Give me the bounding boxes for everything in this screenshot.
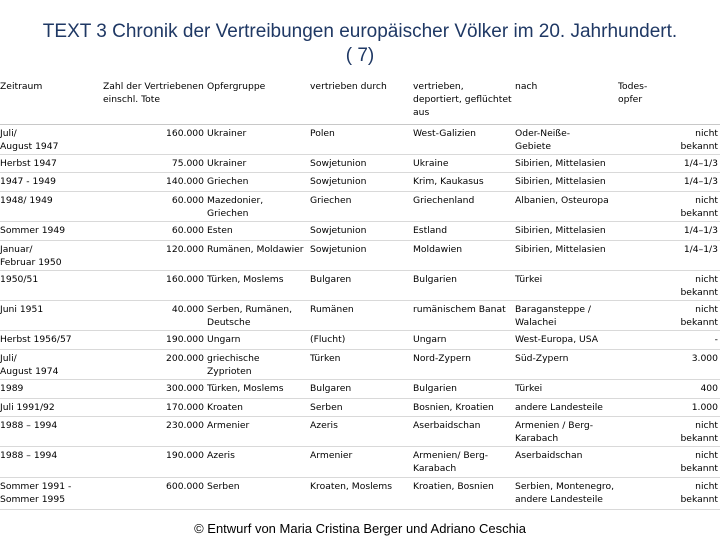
cell-zeitraum: 1988 – 1994	[0, 450, 58, 461]
table-row	[0, 155, 720, 173]
cell-vertrieben-aus: Moldawien	[413, 244, 463, 255]
cell-vertrieben-aus: Armenien/ Berg- Karabach	[413, 450, 489, 474]
cell-opfergruppe: Ukrainer	[207, 158, 247, 169]
cell-zeitraum: 1989	[0, 383, 24, 394]
table-row	[0, 125, 720, 155]
table-row	[0, 241, 720, 271]
cell-todesopfer: 1/4–1/3	[683, 244, 718, 255]
cell-vertrieben-aus: Aserbaidschan	[413, 420, 481, 431]
cell-zahl: 600.000	[166, 481, 204, 492]
cell-vertrieben-durch: Polen	[310, 128, 335, 139]
cell-opfergruppe: Azeris	[207, 450, 235, 461]
cell-vertrieben-durch: Azeris	[310, 420, 338, 431]
cell-todesopfer: nicht bekannt	[680, 481, 718, 505]
cell-opfergruppe: Ungarn	[207, 334, 241, 345]
cell-vertrieben-aus: Kroatien, Bosnien	[413, 481, 494, 492]
cell-vertrieben-aus: Griechenland	[413, 195, 475, 206]
cell-nach: Türkei	[515, 274, 543, 285]
cell-zahl: 300.000	[166, 383, 204, 394]
cell-todesopfer: nicht bekannt	[680, 304, 718, 328]
cell-opfergruppe: Kroaten	[207, 402, 243, 413]
cell-opfergruppe: Rumänen, Moldawier	[207, 244, 304, 255]
cell-todesopfer: nicht bekannt	[680, 420, 718, 444]
cell-zeitraum: Herbst 1947	[0, 158, 57, 169]
header-nach: nach	[515, 81, 538, 92]
cell-nach: Sibirien, Mittelasien	[515, 158, 606, 169]
cell-zahl: 75.000	[171, 158, 204, 169]
cell-vertrieben-aus: Krim, Kaukasus	[413, 176, 484, 187]
cell-vertrieben-durch: Sowjetunion	[310, 176, 367, 187]
cell-vertrieben-durch: Rumänen	[310, 304, 354, 315]
cell-zeitraum: Januar/ Februar 1950	[0, 244, 62, 268]
cell-vertrieben-durch: Türken	[310, 353, 341, 364]
cell-vertrieben-aus: Bulgarien	[413, 383, 457, 394]
cell-opfergruppe: Türken, Moslems	[207, 274, 284, 285]
table-row	[0, 331, 720, 350]
cell-zeitraum: Juli/ August 1947	[0, 128, 59, 152]
cell-vertrieben-durch: Griechen	[310, 195, 352, 206]
cell-opfergruppe: Ukrainer	[207, 128, 247, 139]
cell-opfergruppe: griechische Zyprioten	[207, 353, 260, 377]
expulsion-table	[0, 78, 720, 510]
table-row	[0, 350, 720, 380]
cell-zahl: 60.000	[171, 225, 204, 236]
cell-vertrieben-durch: Sowjetunion	[310, 244, 367, 255]
cell-vertrieben-aus: rumänischem Banat	[413, 304, 506, 315]
cell-todesopfer: nicht bekannt	[680, 450, 718, 474]
cell-zahl: 160.000	[166, 128, 204, 139]
header-vertrieben-aus: vertrieben, deportiert, geflüchtet aus	[413, 81, 512, 118]
header-zeitraum: Zeitraum	[0, 81, 43, 92]
table-row	[0, 271, 720, 301]
cell-vertrieben-aus: Estland	[413, 225, 448, 236]
cell-todesopfer: 1/4–1/3	[683, 158, 718, 169]
cell-todesopfer: 3.000	[691, 353, 718, 364]
cell-zeitraum: Sommer 1949	[0, 225, 66, 236]
cell-vertrieben-durch: Bulgaren	[310, 274, 352, 285]
cell-opfergruppe: Serben	[207, 481, 240, 492]
cell-todesopfer: nicht bekannt	[680, 274, 718, 298]
cell-vertrieben-aus: Bosnien, Kroatien	[413, 402, 494, 413]
header-opfergruppe: Opfergruppe	[207, 81, 266, 92]
cell-nach: Sibirien, Mittelasien	[515, 176, 606, 187]
cell-zahl: 140.000	[166, 176, 204, 187]
cell-zahl: 230.000	[166, 420, 204, 431]
cell-nach: Armenien / Berg- Karabach	[515, 420, 594, 444]
cell-nach: Türkei	[515, 383, 543, 394]
table-row	[0, 222, 720, 241]
cell-nach: Albanien, Osteuropa	[515, 195, 609, 206]
cell-nach: Süd-Zypern	[515, 353, 569, 364]
table-header-row	[0, 78, 720, 125]
cell-vertrieben-aus: Ukraine	[413, 158, 449, 169]
cell-vertrieben-durch: Armenier	[310, 450, 353, 461]
cell-opfergruppe: Armenier	[207, 420, 250, 431]
cell-vertrieben-durch: Sowjetunion	[310, 225, 367, 236]
table-row	[0, 417, 720, 447]
cell-todesopfer: -	[714, 334, 718, 345]
cell-zahl: 200.000	[166, 353, 204, 364]
cell-opfergruppe: Serben, Rumänen, Deutsche	[207, 304, 293, 328]
cell-opfergruppe: Mazedonier, Griechen	[207, 195, 264, 219]
cell-opfergruppe: Esten	[207, 225, 233, 236]
cell-nach: Serbien, Montenegro, andere Landesteile	[515, 481, 615, 505]
cell-zahl: 190.000	[166, 334, 204, 345]
footer-credit: © Entwurf von Maria Cristina Berger und Adriano Ceschia	[194, 521, 526, 536]
cell-zahl: 190.000	[166, 450, 204, 461]
cell-todesopfer: nicht bekannt	[680, 195, 718, 219]
cell-zahl: 160.000	[166, 274, 204, 285]
cell-zahl: 170.000	[166, 402, 204, 413]
cell-zeitraum: Sommer 1991 - Sommer 1995	[0, 481, 72, 505]
cell-nach: Baragansteppe / Walachei	[515, 304, 591, 328]
cell-vertrieben-aus: Ungarn	[413, 334, 447, 345]
cell-todesopfer: 400	[700, 383, 718, 394]
table-row	[0, 301, 720, 331]
cell-zeitraum: 1950/51	[0, 274, 39, 285]
cell-nach: Sibirien, Mittelasien	[515, 225, 606, 236]
table-row	[0, 192, 720, 222]
table-row	[0, 380, 720, 399]
header-vertrieben-durch: vertrieben durch	[310, 81, 387, 92]
cell-vertrieben-aus: Bulgarien	[413, 274, 457, 285]
cell-zeitraum: Herbst 1956/57	[0, 334, 72, 345]
page-title: TEXT 3 Chronik der Vertreibungen europäischer Völker im 20. Jahrhundert. ( 7)	[42, 21, 678, 66]
cell-nach: Oder-Neiße- Gebiete	[515, 128, 571, 152]
cell-opfergruppe: Griechen	[207, 176, 249, 187]
cell-zahl: 120.000	[166, 244, 204, 255]
cell-todesopfer: 1/4–1/3	[683, 176, 718, 187]
cell-zeitraum: 1948/ 1949	[0, 195, 53, 206]
table-row	[0, 447, 720, 478]
cell-zeitraum: Juni 1951	[0, 304, 44, 315]
cell-zeitraum: 1947 - 1949	[0, 176, 56, 187]
cell-zahl: 40.000	[171, 304, 204, 315]
cell-nach: andere Landesteile	[515, 402, 603, 413]
cell-todesopfer: 1/4–1/3	[683, 225, 718, 236]
cell-zeitraum: 1988 – 1994	[0, 420, 58, 431]
cell-zahl: 60.000	[171, 195, 204, 206]
cell-todesopfer: 1.000	[691, 402, 718, 413]
cell-vertrieben-durch: Bulgaren	[310, 383, 352, 394]
cell-vertrieben-durch: Sowjetunion	[310, 158, 367, 169]
header-zahl: Zahl der Vertriebenen einschl. Tote	[103, 81, 204, 105]
cell-vertrieben-durch: Kroaten, Moslems	[310, 481, 393, 492]
table-row	[0, 478, 720, 510]
cell-vertrieben-aus: West-Galizien	[413, 128, 476, 139]
cell-todesopfer: nicht bekannt	[680, 128, 718, 152]
table-row	[0, 399, 720, 417]
cell-vertrieben-durch: Serben	[310, 402, 343, 413]
cell-vertrieben-aus: Nord-Zypern	[413, 353, 471, 364]
cell-nach: Sibirien, Mittelasien	[515, 244, 606, 255]
cell-nach: Aserbaidschan	[515, 450, 583, 461]
cell-nach: West-Europa, USA	[515, 334, 599, 345]
header-todesopfer: Todes- opfer	[618, 81, 648, 105]
cell-opfergruppe: Türken, Moslems	[207, 383, 284, 394]
cell-zeitraum: Juli 1991/92	[0, 402, 55, 413]
cell-zeitraum: Juli/ August 1974	[0, 353, 59, 377]
table-row	[0, 173, 720, 192]
cell-vertrieben-durch: (Flucht)	[310, 334, 346, 345]
